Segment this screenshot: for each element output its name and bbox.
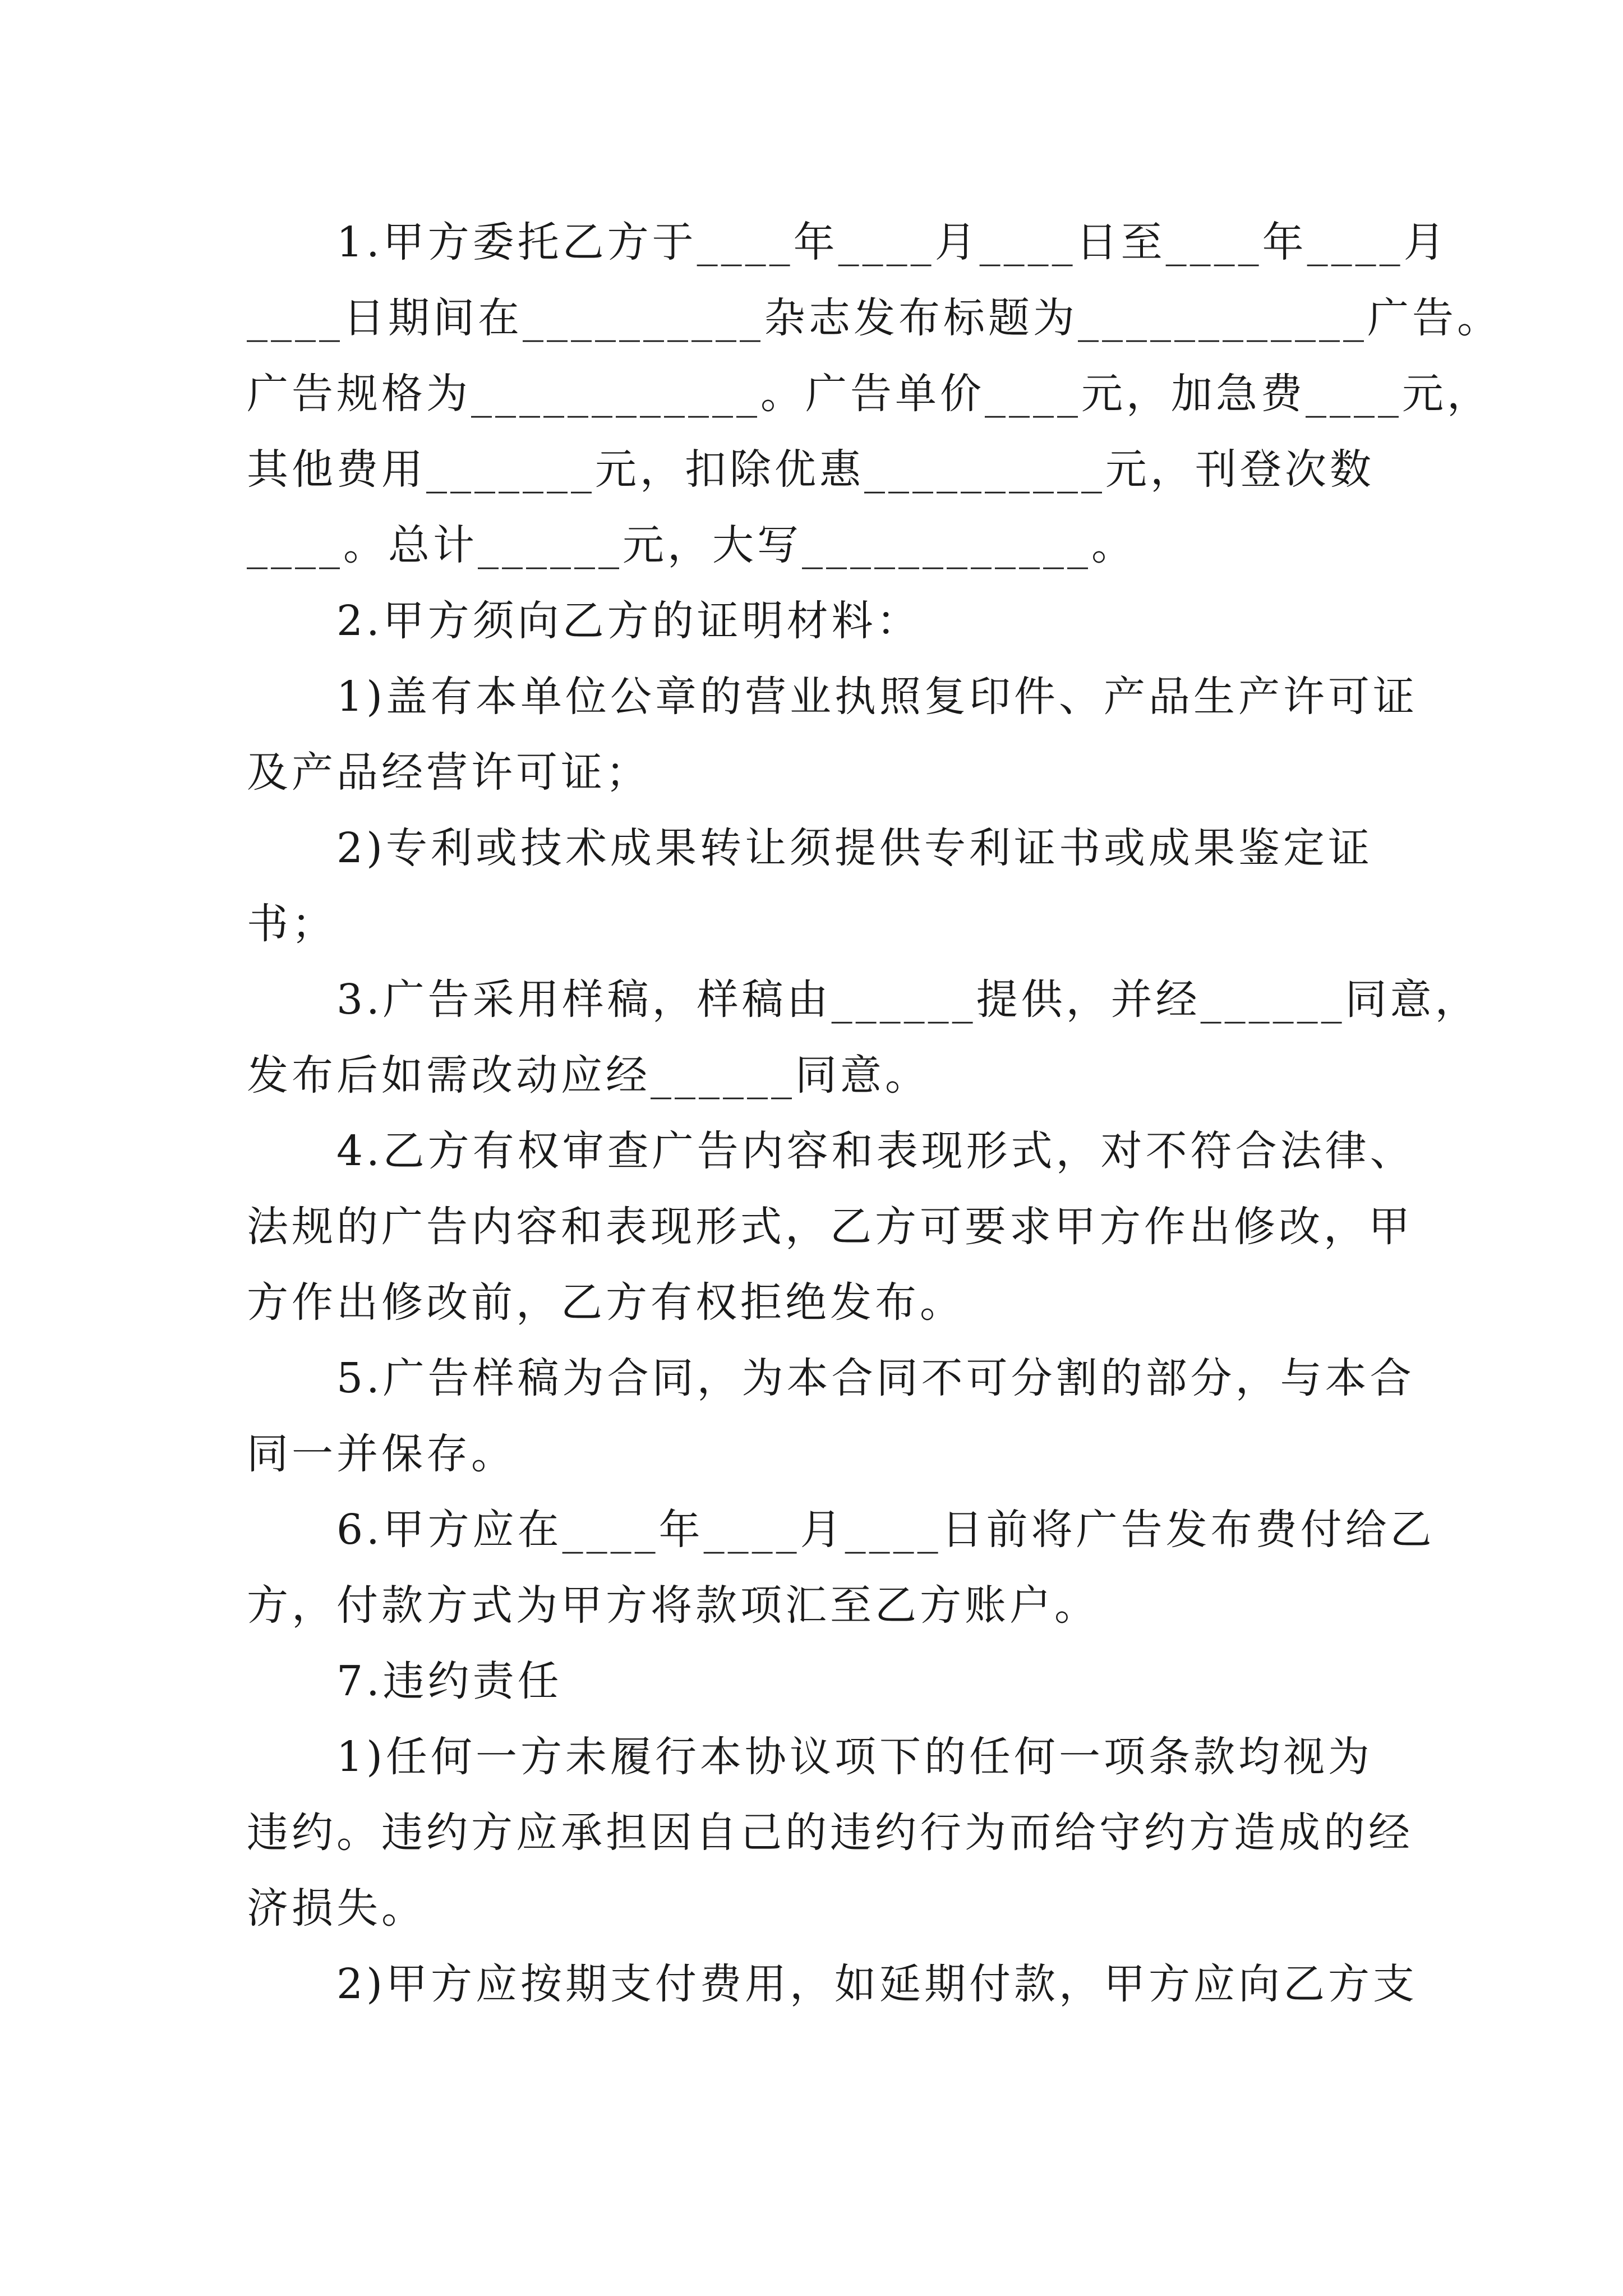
text-line: 3.广告采用样稿，样稿由______提供，并经______同意， (247, 976, 1480, 1024)
text-line: 4.乙方有权审查广告内容和表现形式，对不符合法律、 (247, 1127, 1415, 1175)
text-line: ____日期间在__________杂志发布标题为____________广告。 (247, 294, 1502, 342)
text-line: 方作出修改前，乙方有权拒绝发布。 (247, 1278, 965, 1327)
text-line: 2.甲方须向乙方的证明材料： (247, 597, 921, 645)
text-line: 法规的广告内容和表现形式，乙方可要求甲方作出修改，甲 (247, 1203, 1413, 1251)
text-line: 同一并保存。 (247, 1430, 516, 1478)
text-line: 广告规格为____________。广告单价____元，加急费____元， (247, 370, 1492, 418)
text-line: 发布后如需改动应经______同意。 (247, 1051, 930, 1099)
text-line: 违约。违约方应承担因自己的违约行为而给守约方造成的经 (247, 1809, 1413, 1857)
text-line: 济损失。 (247, 1884, 426, 1932)
text-line: 1)盖有本单位公章的营业执照复印件、产品生产许可证 (247, 673, 1418, 721)
text-line: 2)甲方应按期支付费用，如延期付款，甲方应向乙方支 (247, 1960, 1418, 2008)
text-line: 5.广告样稿为合同，为本合同不可分割的部分，与本合 (247, 1354, 1415, 1402)
text-line: 方，付款方式为甲方将款项汇至乙方账户。 (247, 1581, 1099, 1630)
text-line: 7.违约责任 (247, 1657, 562, 1705)
text-line: 1.甲方委托乙方于____年____月____日至____年____月 (247, 218, 1449, 266)
text-line: 及产品经营许可证； (247, 748, 651, 797)
text-line: 2)专利或技术成果转让须提供专利证书或成果鉴定证 (247, 824, 1373, 872)
text-line: ____。总计______元，大写____________。 (247, 521, 1136, 569)
text-line: 1)任何一方未履行本协议项下的任何一项条款均视为 (247, 1733, 1373, 1781)
text-line: 书； (247, 900, 336, 948)
text-line: 6.甲方应在____年____月____日前将广告发布费付给乙 (247, 1506, 1435, 1554)
text-line: 其他费用_______元，扣除优惠__________元，刊登次数 (247, 445, 1375, 494)
